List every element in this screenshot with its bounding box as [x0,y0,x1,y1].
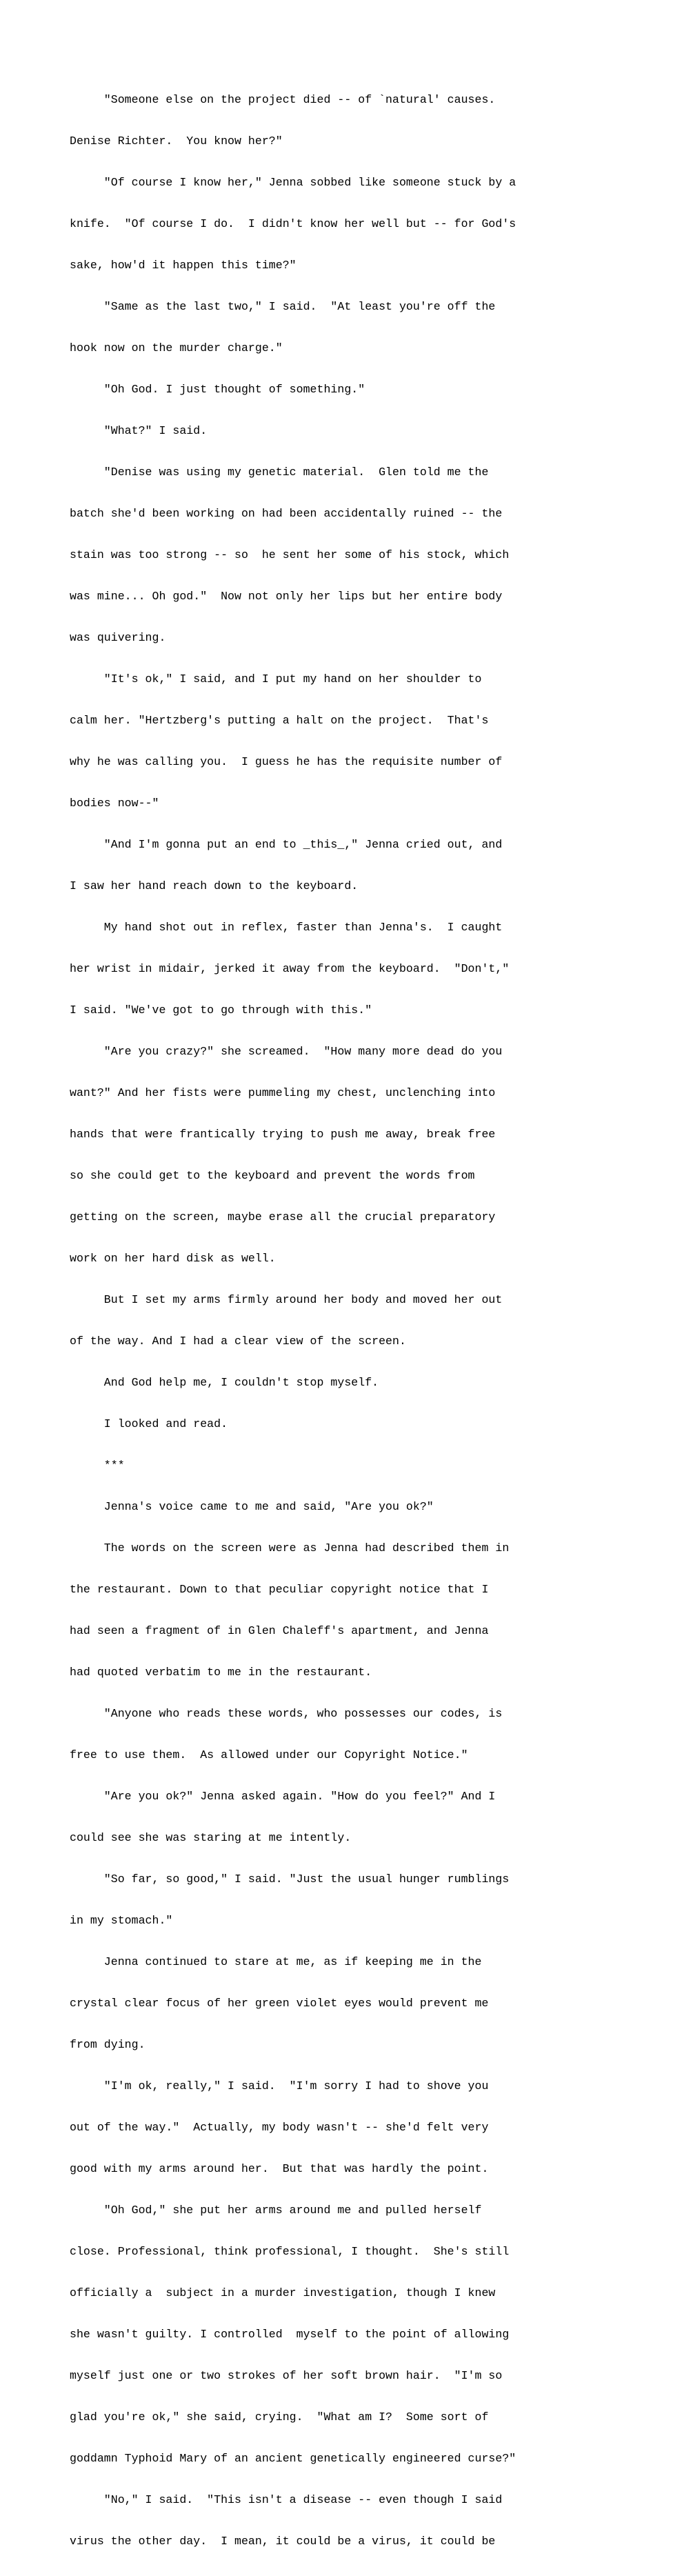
text-line: out of the way." Actually, my body wasn't -- she'd felt very [70,2121,489,2134]
text-line: from dying. [70,2038,145,2051]
text-line: And God help me, I couldn't stop myself. [70,1376,379,1389]
text-line: Jenna continued to stare at me, as if keeping me in the [70,1955,482,1968]
text-line: myself just one or two strokes of her soft brown hair. "I'm so [70,2369,503,2382]
text-line: had quoted verbatim to me in the restaurant. [70,1666,372,1679]
text-line: I said. "We've got to go through with this." [70,1004,372,1017]
text-line: want?" And her fists were pummeling my chest, unclenching into [70,1086,496,1099]
text-line: free to use them. As allowed under our Copyright Notice." [70,1748,468,1761]
text-line: stain was too strong -- so he sent her some of his stock, which [70,548,510,561]
text-line: "Of course I know her," Jenna sobbed like someone stuck by a [70,176,516,189]
text-line: could see she was staring at me intently. [70,1831,352,1844]
text-line: virus the other day. I mean, it could be a virus, it could be [70,2535,496,2548]
text-line: was quivering. [70,631,166,644]
text-line: calm her. "Hertzberg's putting a halt on the project. That's [70,714,489,727]
text-line: knife. "Of course I do. I didn't know her well but -- for God's [70,217,516,230]
text-line: I saw her hand reach down to the keyboard. [70,879,359,892]
text-line: "What?" I said. [70,424,208,437]
text-line: I looked and read. [70,1417,228,1430]
text-line: "It's ok," I said, and I put my hand on her shoulder to [70,672,482,686]
text-line: so she could get to the keyboard and prevent the words from [70,1169,475,1182]
text-line: officially a subject in a murder investigation, though I knew [70,2286,496,2299]
text-line: hands that were frantically trying to push me away, break free [70,1128,496,1141]
text-line: work on her hard disk as well. [70,1252,276,1265]
text-line: "So far, so good," I said. "Just the usual hunger rumblings [70,1873,510,1886]
text-line: was mine... Oh god." Now not only her lips but her entire body [70,590,503,603]
text-line: "No," I said. "This isn't a disease -- even though I said [70,2493,503,2506]
text-line: "Oh God. I just thought of something." [70,383,365,396]
text-line: "I'm ok, really," I said. "I'm sorry I had to shove you [70,2079,489,2093]
text-line: why he was calling you. I guess he has the requisite number of [70,755,503,768]
text-line: the restaurant. Down to that peculiar copyright notice that I [70,1583,489,1596]
text-line: "Denise was using my genetic material. Glen told me the [70,466,489,479]
text-line: Jenna's voice came to me and said, "Are you ok?" [70,1500,434,1513]
text-line: bodies now--" [70,797,159,810]
text-line: "Same as the last two," I said. "At least you're off the [70,300,496,313]
text-line: "And I'm gonna put an end to _this_," Jenna cried out, and [70,838,503,851]
text-line: crystal clear focus of her green violet eyes would prevent me [70,1997,489,2010]
text-line: close. Professional, think professional, I thought. She's still [70,2245,510,2258]
text-line: Denise Richter. You know her?" [70,134,283,148]
text-line: hook now on the murder charge." [70,341,283,355]
text-line: sake, how'd it happen this time?" [70,259,296,272]
text-line: in my stomach." [70,1914,173,1927]
text-line: "Are you crazy?" she screamed. "How many more dead do you [70,1045,503,1058]
body-text [70,66,516,2576]
text-line: "Are you ok?" Jenna asked again. "How do you feel?" And I [70,1790,496,1803]
section-break: *** [70,1459,125,1472]
text-line: good with my arms around her. But that was hardly the point. [70,2162,489,2175]
text-line: The words on the screen were as Jenna had described them in [70,1541,510,1555]
text-line: My hand shot out in reflex, faster than Jenna's. I caught [70,921,503,934]
text-line: her wrist in midair, jerked it away from the keyboard. "Don't," [70,962,510,975]
text-line: she wasn't guilty. I controlled myself to the point of allowing [70,2328,510,2341]
text-line: getting on the screen, maybe erase all the crucial preparatory [70,1210,496,1224]
text-line: batch she'd been working on had been accidentally ruined -- the [70,507,503,520]
text-line: "Oh God," she put her arms around me and pulled herself [70,2204,482,2217]
text-line: "Someone else on the project died -- of `natural' causes. [70,93,496,106]
text-line: But I set my arms firmly around her body and moved her out [70,1293,503,1306]
text-line: glad you're ok," she said, crying. "What am I? Some sort of [70,2410,489,2424]
text-line: had seen a fragment of in Glen Chaleff's apartment, and Jenna [70,1624,489,1637]
text-line: of the way. And I had a clear view of the screen. [70,1335,406,1348]
text-line: goddamn Typhoid Mary of an ancient genetically engineered curse?" [70,2452,516,2465]
text-line: "Anyone who reads these words, who possesses our codes, is [70,1707,503,1720]
